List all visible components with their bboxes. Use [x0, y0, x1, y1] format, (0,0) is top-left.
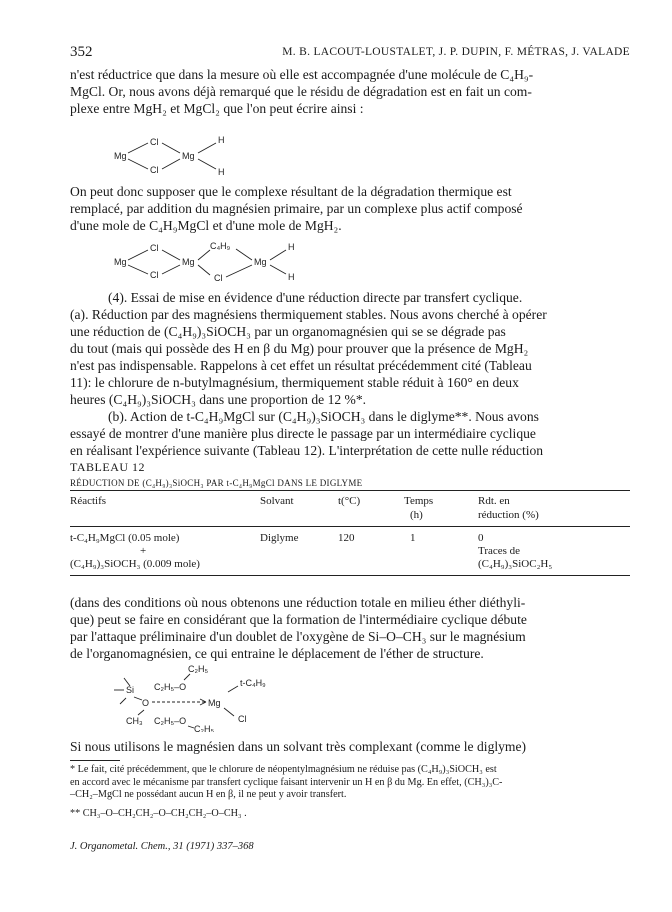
text-line: n'est pas indispensable. Rappelons à cet effet un résultat précédemment cité (Tableau — [70, 358, 532, 373]
atom-label: Mg — [182, 257, 195, 267]
footnote-1 — [70, 764, 630, 802]
paragraph-3 — [70, 289, 630, 459]
structure-mgh2-mgcl2 — [110, 125, 250, 185]
text-line: (a). Réduction par des magnésiens thermiquement stables. Nous avons cherché à opérer — [70, 307, 547, 322]
atom-label: H — [288, 272, 295, 282]
text-line: 11): le chlorure de n-butylmagnésium, thermiquement stable réduit à 160° en deux — [70, 375, 519, 390]
footnote-line: ** CH₃–O–CH₂CH₂–O–CH₂CH₂–O–CH₃ . — [70, 808, 247, 819]
atom-label: Mg — [182, 151, 195, 161]
table-bottom-rule — [70, 575, 630, 576]
atom-label: C₄H₉ — [210, 241, 231, 251]
footnote-line: –CH₂–MgCl ne possédant aucun H en β, il ne peut y avoir transfert. — [70, 789, 347, 800]
atom-label: Cl — [150, 137, 159, 147]
text-line: remplacé, par addition du magnésien primaire, par un complexe plus actif composé — [70, 201, 523, 216]
text-line: du tout (mais qui possède des H en β du Mg) pour prouver que la présence de MgH₂ — [70, 341, 529, 356]
atom-label: H — [218, 167, 225, 177]
footnote-line: en accord avec le mécanisme par transfert cyclique faisant intervenir un H en β du Mg. En effet, (CH₃)₃C- — [70, 776, 503, 788]
table-cell-traces: Traces de — [478, 545, 521, 557]
table-cell-plus: + — [140, 545, 147, 557]
text-line: par l'attaque préliminaire d'un doublet de l'oxygène de Si–O–CH₃ sur le magnésium — [70, 629, 526, 644]
text-line: On peut donc supposer que le complexe résultant de la dégradation thermique est — [70, 184, 512, 199]
atom-label: CH₃ — [126, 716, 143, 726]
atom-label: Mg — [114, 257, 127, 267]
table-header-temperature: t(°C) — [338, 495, 361, 507]
paragraph-2 — [70, 183, 630, 234]
footnote-2 — [70, 808, 630, 821]
table-top-rule — [70, 490, 630, 491]
table-header-temps-unit: (h) — [410, 509, 423, 521]
text-line: (dans des conditions où nous obtenons une réduction totale en milieu éther diéthyli- — [70, 595, 526, 610]
structure-c4h9mgcl-mgh2 — [110, 238, 330, 288]
table-cell-reactif-1: t-C₄H₉MgCl (0.05 mole) — [70, 532, 180, 544]
atom-label: Mg — [254, 257, 267, 267]
atom-label: Si — [126, 685, 135, 695]
atom-label: O — [142, 698, 150, 708]
atom-label: Mg — [208, 698, 221, 708]
table-cell-temperature: 120 — [338, 532, 355, 544]
structure-cyclic-intermediate — [110, 662, 310, 732]
table-header-rdt: Rdt. en — [478, 495, 510, 507]
atom-label: Mg — [114, 151, 127, 161]
table-cell-temps: 1 — [410, 532, 416, 544]
table-cell-traces-product: (C₄H₉)₃SiOC₂H₅ — [478, 558, 553, 570]
table-header-solvant: Solvant — [260, 495, 294, 507]
table-header-temps: Temps — [404, 495, 434, 507]
table-cell-reactif-2: (C₄H₉)₃SiOCH₃ (0.009 mole) — [70, 558, 200, 570]
paragraph-4 — [70, 594, 630, 662]
atom-label: Cl — [150, 270, 159, 280]
text-line: d'une mole de C₄H₉MgCl et d'une mole de MgH₂. — [70, 218, 342, 233]
paragraph-5 — [70, 738, 630, 755]
journal-citation: J. Organometal. Chem., 31 (1971) 337–368 — [70, 841, 254, 852]
atom-label: Cl — [238, 714, 247, 724]
text-line: n'est réductrice que dans la mesure où elle est accompagnée d'une molécule de C₄H₉- — [70, 67, 534, 82]
table-header-rule — [70, 526, 630, 527]
atom-label: H — [218, 135, 225, 145]
atom-label: Cl — [150, 165, 159, 175]
atom-label: C₂H₅–O — [154, 682, 187, 692]
section-heading-b: (b). Action de t-C₄H₉MgCl sur (C₄H₉)₃SiOCH₃ dans le diglyme**. Nous avons — [108, 409, 539, 424]
atom-label: Cl — [150, 243, 159, 253]
footnote-line: * Le fait, cité précédemment, que le chlorure de néopentylmagnésium ne réduise pas (C₄H₉)₃SiOCH₃ est — [70, 764, 497, 775]
section-heading-4: (4). Essai de mise en évidence d'une réduction directe par transfert cyclique. — [108, 290, 523, 305]
paragraph-1 — [70, 66, 630, 117]
footnote-rule — [70, 760, 120, 761]
table-cell-rdt: 0 — [478, 532, 484, 544]
text-line: de l'organomagnésien, ce qui entraine le déplacement de l'éther de structure. — [70, 646, 484, 661]
atom-label: C₂H₅ — [194, 724, 215, 732]
atom-label: H — [288, 242, 295, 252]
atom-label: C₂H₅ — [188, 664, 209, 674]
page-number: 352 — [70, 44, 93, 60]
text-line: que) peut se faire en considérant que la formation de l'intermédiaire cyclique débute — [70, 612, 527, 627]
text-line: une réduction de (C₄H₉)₃SiOCH₃ par un organomagnésien qui se se dégrade pas — [70, 324, 506, 339]
text-line: MgCl. Or, nous avons déjà remarqué que le résidu de dégradation est en fait un com- — [70, 84, 532, 99]
table-caption: TABLEAU 12 — [70, 460, 146, 474]
running-head-authors: M. B. LACOUT-LOUSTALET, J. P. DUPIN, F. MÉTRAS, J. VALADE — [282, 46, 630, 58]
table-cell-solvant: Diglyme — [260, 532, 299, 544]
text-line: essayé de montrer d'une manière plus directe le passage par un intermédiaire cyclique — [70, 426, 536, 441]
text-line: heures (C₄H₉)₃SiOCH₃ dans une proportion de 12 %*. — [70, 392, 367, 407]
atom-label: Cl — [214, 273, 223, 283]
table-subtitle: RÉDUCTION DE (C₄H₉)₃SiOCH₃ PAR t-C₄H₉MgCl DANS LE DIGLYME — [70, 478, 363, 488]
text-line: plexe entre MgH₂ et MgCl₂ que l'on peut écrire ainsi : — [70, 101, 364, 116]
text-line: Si nous utilisons le magnésien dans un solvant très complexant (comme le diglyme) — [70, 739, 527, 754]
atom-label: t-C₄H₉ — [240, 678, 266, 688]
running-header — [70, 44, 630, 62]
table-header-rdt-unit: réduction (%) — [478, 509, 539, 521]
atom-label: C₂H₅–O — [154, 716, 187, 726]
table-header-reactifs: Réactifs — [70, 495, 107, 507]
text-line: en réalisant l'expérience suivante (Tableau 12). L'interprétation de cette nulle réduction — [70, 443, 544, 458]
